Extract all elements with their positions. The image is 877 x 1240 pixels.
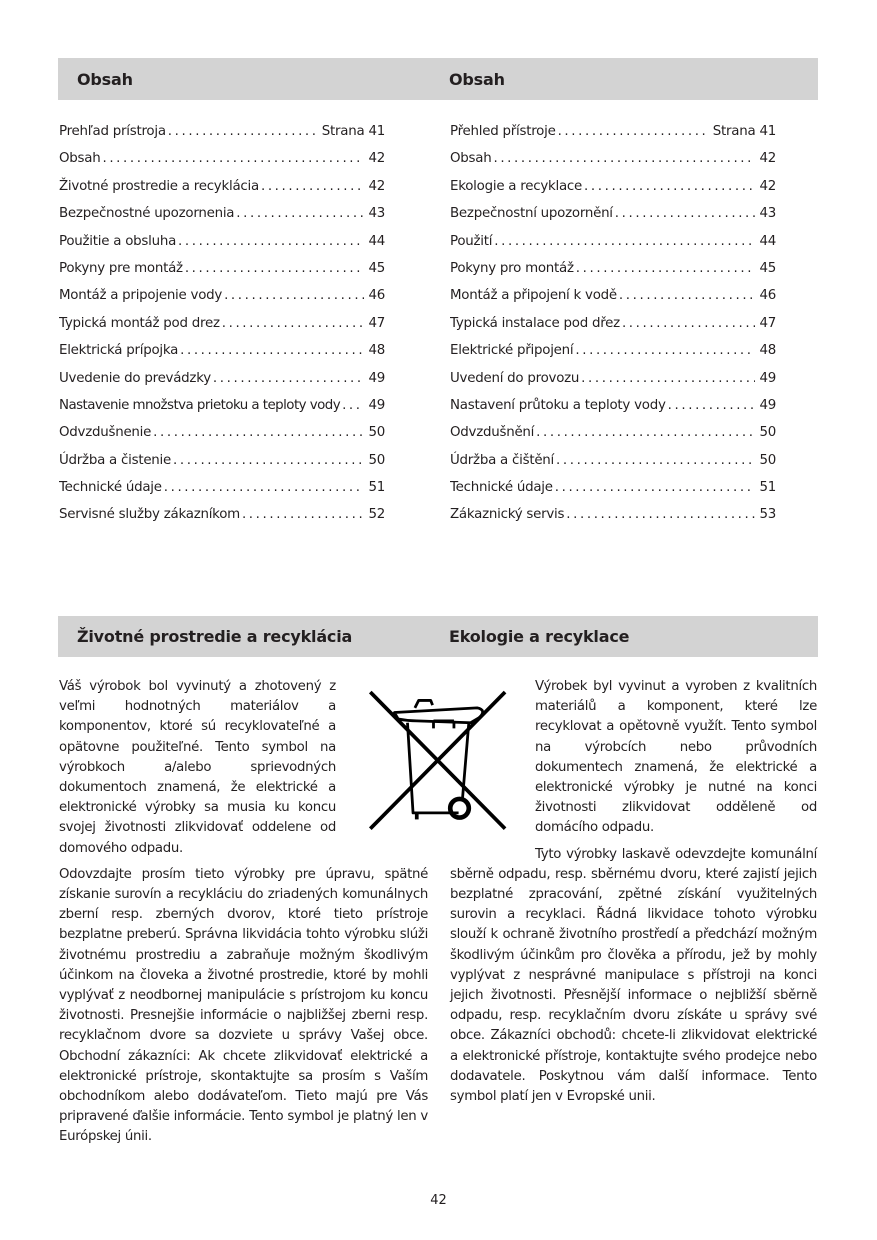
toc-entry[interactable] — [59, 200, 385, 227]
toc-leader-dots — [185, 255, 365, 282]
toc-entry-page: 47 — [368, 315, 385, 331]
toc-entry-page: 48 — [368, 343, 385, 359]
toc-entry-label: Obsah — [59, 151, 101, 167]
toc-entry[interactable] — [450, 310, 776, 337]
toc-leader-dots — [566, 501, 755, 528]
toc-entry-label: Ekologie a recyklace — [450, 178, 583, 194]
eco-title-czech: Ekologie a recyklace — [449, 627, 630, 646]
toc-entry[interactable] — [59, 501, 385, 528]
toc-entry[interactable] — [450, 118, 776, 145]
eco-paragraph: Váš výrobok bol vyvinutý a zhotovený z veľmi hodnotných materiálov a komponentov, ktoré sú recyklovateľné a opätovne použiteľné. Tento symbol na výrobkoch a/alebo sprievodných dokumentoch znamená, že elektrické a elektronické výrobky sa musia ku koncu svojej životnosti zlikvidovať oddelene od domového odpadu. — [59, 679, 336, 856]
toc-entry-label: Elektrická prípojka — [59, 343, 179, 359]
toc-entry-page: 50 — [368, 452, 385, 468]
toc-leader-dots — [180, 337, 364, 364]
toc-leader-dots — [164, 474, 365, 501]
toc-entry[interactable] — [59, 447, 385, 474]
toc-entry-label: Montáž a připojení k vodě — [450, 288, 617, 304]
toc-entry-label: Odvzdušnenie — [59, 425, 152, 441]
toc-entry-label: Servisné služby zákazníkom — [59, 507, 240, 523]
toc-leader-dots — [178, 228, 364, 255]
toc-entry-page: 43 — [368, 206, 385, 222]
toc-leader-dots — [493, 145, 755, 172]
toc-leader-dots — [619, 282, 756, 309]
eco-paragraph: Výrobek byl vyvinut a vyroben z kvalitních materiálů a komponent, které lze recyklovat a opětovně využít. Tento symbol na výrobcích nebo průvodních dokumentech znamená, že elektrické a elektronické výrobky je nutné na konci životnosti zlikvidovat odděleně od domácího odpadu. — [535, 679, 817, 836]
toc-leader-dots — [581, 365, 755, 392]
toc-entry-page: 50 — [759, 425, 776, 441]
toc-leader-dots — [615, 200, 756, 227]
toc-entry-page: 42 — [368, 151, 385, 167]
toc-entry-label: Bezpečnostné upozornenia — [59, 206, 235, 222]
toc-entry-page: 43 — [759, 206, 776, 222]
toc-entry-page: 50 — [368, 425, 385, 441]
toc-entry-label: Nastavení průtoku a teploty vody — [450, 397, 666, 413]
toc-entry[interactable] — [59, 255, 385, 282]
toc-entry[interactable] — [59, 392, 385, 419]
toc-entry[interactable] — [450, 337, 776, 364]
toc-leader-dots — [584, 173, 755, 200]
toc-entry-label: Životné prostredie a recyklácia — [59, 178, 259, 194]
toc-entry[interactable] — [59, 365, 385, 392]
toc-entry-label: Pokyny pro montáž — [450, 260, 574, 276]
toc-leader-dots — [242, 501, 365, 528]
toc-entry[interactable] — [59, 419, 385, 446]
toc-leader-dots — [556, 447, 755, 474]
toc-entry[interactable] — [59, 474, 385, 501]
toc-entry-label: Obsah — [450, 151, 492, 167]
toc-entry-label: Zákaznický servis — [450, 507, 565, 523]
toc-entry-label: Přehled přístroje — [450, 124, 556, 139]
crossed-out-wheelie-bin-icon — [360, 680, 520, 838]
toc-entry-label: Použití — [450, 233, 493, 249]
toc-leader-dots — [576, 255, 756, 282]
toc-entry-page: 44 — [759, 233, 776, 249]
toc-entry-label: Nastavenie množstva prietoku a teploty vody — [59, 397, 341, 413]
toc-entry[interactable] — [450, 447, 776, 474]
toc-entry-label: Technické údaje — [59, 480, 162, 496]
toc-entry-page: 49 — [368, 370, 385, 386]
eco-title-slovak: Životné prostredie a recyklácia — [77, 627, 353, 646]
toc-leader-dots — [622, 310, 756, 337]
toc-entry-page: 48 — [759, 343, 776, 359]
toc-entry-label: Typická instalace pod dřez — [450, 315, 620, 331]
toc-entry-label: Prehľad prístroja — [59, 124, 166, 139]
eco-header-band — [58, 616, 818, 657]
toc-entry[interactable] — [450, 392, 776, 419]
toc-leader-dots — [494, 228, 755, 255]
toc-entry[interactable] — [59, 145, 385, 172]
toc-entry[interactable] — [59, 282, 385, 309]
toc-title-czech: Obsah — [449, 69, 505, 89]
toc-entry-page: 49 — [759, 397, 776, 413]
toc-entry-page: 51 — [368, 480, 385, 496]
toc-entry-page: 45 — [368, 260, 385, 276]
toc-entry-page: 45 — [759, 260, 776, 276]
toc-entry-page: Strana 41 — [321, 124, 385, 139]
toc-entry-page: 42 — [759, 178, 776, 194]
toc-entry-label: Pokyny pre montáž — [59, 260, 183, 276]
toc-entry-page: Strana 41 — [712, 124, 776, 139]
toc-entry-page: 44 — [368, 233, 385, 249]
eco-paragraph: Odovzdajte prosím tieto výrobky pre úpravu, spätné získanie surovín a recykláciu do zriadených komunálnych zberní resp. zberných dvorov, ktoré tieto prístroje bezplatne preberú. Správna likvidácia tohto výrobku slúži životnému prostrediu a zabraňuje možným škodlivým účinkom na človeka a životné prostredie, ktoré by mohli vyplývať z neodbornej manipulácie s prístrojom ku koncu životnosti. Presnejšie informácie o najbližšej zberni resp. recyklačnom dvore sa dozviete u správy Vašej obce. Obchodní zákazníci: Ak chcete zlikvidovať elektrické a elektronické prístroje, skontaktujte sa prosím s Vaším obchodníkom alebo dodávateľom. Tieto majú pre Vás pripravené ďalšie informácie. Tento symbol je platný len v Európskej únii. — [59, 866, 428, 1145]
toc-entry[interactable] — [59, 337, 385, 364]
toc-entry-page: 51 — [759, 480, 776, 496]
toc-entry-page: 46 — [368, 288, 385, 304]
toc-leader-dots — [224, 282, 364, 309]
toc-entry-label: Údržba a čistenie — [59, 452, 172, 468]
toc-list-czech — [450, 118, 776, 529]
toc-leader-dots — [261, 173, 364, 200]
page-number: 42 — [430, 1193, 447, 1208]
toc-header-band — [58, 58, 818, 100]
toc-entry[interactable] — [59, 118, 385, 145]
toc-entry-label: Použitie a obsluha — [59, 233, 177, 249]
toc-entry-page: 52 — [368, 507, 385, 523]
toc-entry-label: Odvzdušnění — [450, 425, 535, 441]
toc-leader-dots — [536, 419, 755, 446]
toc-leader-dots — [213, 365, 365, 392]
eco-paragraph: Tyto výrobky laskavě odevzdejte komunální sběrně odpadu, resp. sběrnému dvoru, které zajistí jejich bezplatné zpracování, zpětné získání využitelných surovin a recyklaci. Řádná likvidace tohoto výrobku slouží k ochraně životního prostředí a předchází možným škodlivým účinkům pro člověka a přírodu, jež by mohly vyplývat z nesprávné manipulace s přístroji na konci jejich životnosti. Přesnější informace o nejbližší sběrně odpadu, resp. recyklačním dvoru získáte u správy své obce. Zákazníci obchodů: chcete-li zlikvidovat elektrické a elektronické přístroje, kontaktujte svého prodejce nebo dodavatele. Poskytnou vám další informace. Tento symbol platí jen v Evropské unii. — [450, 846, 817, 1105]
toc-entry[interactable] — [450, 282, 776, 309]
toc-entry[interactable] — [59, 228, 385, 255]
toc-leader-dots — [668, 392, 756, 419]
toc-entry-label: Údržba a čištění — [450, 452, 555, 468]
toc-leader-dots — [575, 337, 755, 364]
toc-entry[interactable] — [59, 310, 385, 337]
toc-entry-label: Technické údaje — [450, 480, 553, 496]
toc-leader-dots — [102, 145, 364, 172]
toc-entry-page: 50 — [759, 452, 776, 468]
toc-leader-dots — [222, 310, 365, 337]
toc-leader-dots — [153, 419, 364, 446]
toc-entry[interactable] — [450, 173, 776, 200]
toc-leader-dots — [236, 200, 364, 227]
toc-entry-label: Montáž a pripojenie vody — [59, 288, 223, 304]
toc-entry-page: 49 — [759, 370, 776, 386]
toc-entry-label: Typická montáž pod drez — [59, 315, 220, 331]
toc-entry[interactable] — [450, 200, 776, 227]
toc-leader-dots — [168, 118, 318, 145]
toc-leader-dots — [558, 118, 709, 145]
toc-entry-page: 53 — [759, 507, 776, 523]
toc-title-slovak: Obsah — [77, 69, 133, 89]
toc-entry[interactable] — [450, 365, 776, 392]
toc-list-slovak — [59, 118, 385, 529]
toc-entry-label: Uvedenie do prevádzky — [59, 370, 211, 386]
toc-entry-page: 47 — [759, 315, 776, 331]
toc-leader-dots — [555, 474, 756, 501]
toc-entry-page: 46 — [759, 288, 776, 304]
toc-entry-page: 42 — [759, 151, 776, 167]
toc-entry[interactable] — [450, 145, 776, 172]
toc-entry[interactable] — [450, 255, 776, 282]
toc-leader-dots — [173, 447, 364, 474]
toc-entry[interactable] — [59, 173, 385, 200]
toc-entry-label: Bezpečnostní upozornění — [450, 206, 613, 222]
toc-entry-page: 42 — [368, 178, 385, 194]
toc-entry[interactable] — [450, 228, 776, 255]
toc-entry-label: Uvedení do provozu — [450, 370, 580, 386]
toc-entry[interactable] — [450, 419, 776, 446]
toc-entry[interactable] — [450, 474, 776, 501]
toc-entry-page: 49 — [368, 397, 385, 413]
toc-entry-label: Elektrické připojení — [450, 343, 574, 359]
toc-leader-dots — [342, 392, 364, 419]
toc-entry[interactable] — [450, 501, 776, 528]
